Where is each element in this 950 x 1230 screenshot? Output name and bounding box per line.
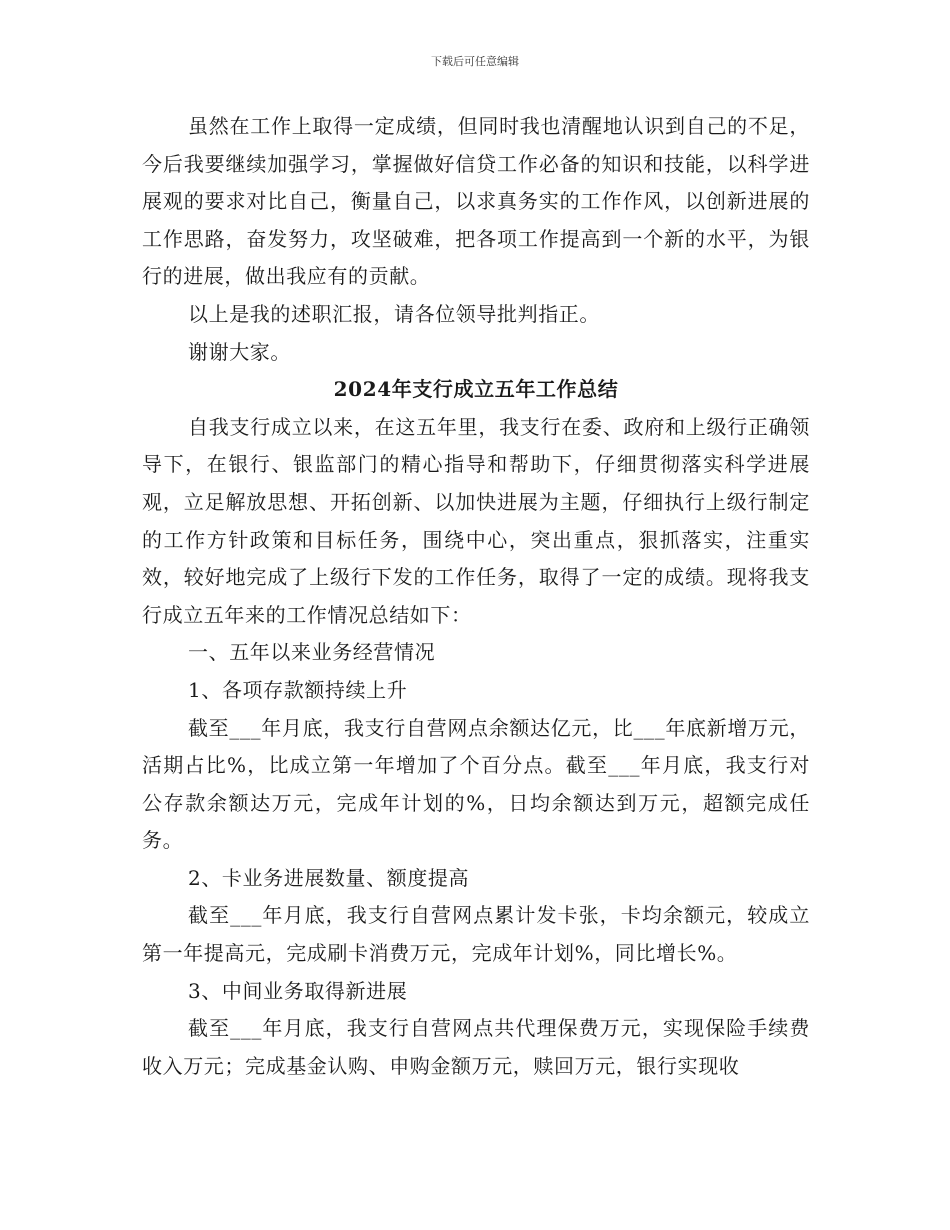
paragraph: 虽然在工作上取得一定成绩，但同时我也清醒地认识到自己的不足，今后我要继续加强学习，掌握做好信贷工作必备的知识和技能，以科学进展观的要求对比自己，衡量自己，以求真务实的工作作风，以创新进展的工作思路，奋发努力，攻坚破难，把各项工作提高到一个新的水平，为银行的进展，做出我应有的贡献。 [142,114,810,289]
paragraph: 截至___年月底，我支行自营网点共代理保费万元，实现保险手续费收入万元；完成基金认购、申购金额万元，赎回万元，银行实现收 [142,1016,810,1078]
section-heading: 一、五年以来业务经营情况 [188,640,436,665]
paragraph: 截至___年月底，我支行自营网点累计发卡张，卡均余额元，较成立第一年提高元，完成刷卡消费万元，完成年计划%，同比增长%。 [142,903,810,966]
document-title: 2024年支行成立五年工作总结 [333,377,619,402]
document-body [142,108,810,1085]
subsection-heading: 1、各项存款额持续上升 [188,677,408,702]
paragraph: 截至___年月底，我支行自营网点余额达亿元，比___年底新增万元，活期占比%，比成立第一年增加了个百分点。截至___年月底，我支行对公存款余额达万元，完成年计划的%，日均余额达到万元，超额完成任务。 [142,715,810,853]
paragraph: 谢谢大家。 [188,339,291,364]
page-header: 下载后可任意编辑 [431,55,519,68]
paragraph: 以上是我的述职汇报，请各位领导批判指正。 [188,301,600,326]
paragraph: 自我支行成立以来，在这五年里，我支行在委、政府和上级行正确领导下，在银行、银监部门的精心指导和帮助下，仔细贯彻落实科学进展观，立足解放思想、开拓创新、以加快进展为主题，仔细执行上级行制定的工作方针政策和目标任务，围绕中心，突出重点，狠抓落实，注重实效，较好地完成了上级行下发的工作任务，取得了一定的成绩。现将我支行成立五年来的工作情况总结如下： [142,414,810,627]
subsection-heading: 2、卡业务进展数量、额度提高 [188,865,470,890]
subsection-heading: 3、中间业务取得新进展 [188,978,408,1003]
